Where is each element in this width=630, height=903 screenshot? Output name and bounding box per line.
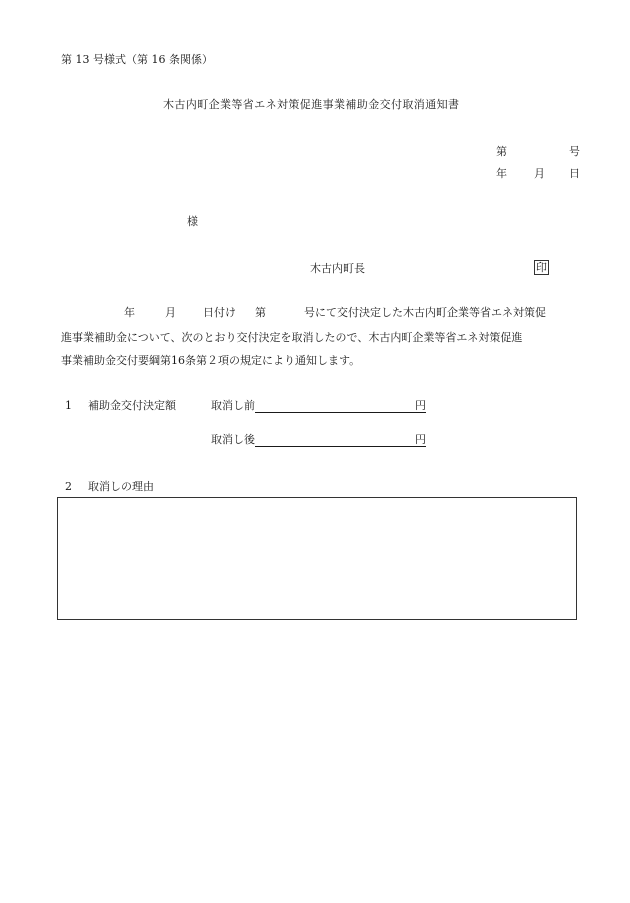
body-month: 月 <box>165 306 176 319</box>
amount-before-line <box>255 399 415 413</box>
section2-number: 2 <box>65 480 72 493</box>
body-no: 第 <box>255 306 266 319</box>
doc-number-prefix: 第 <box>496 145 507 158</box>
amount-after-label: 取消し後 <box>211 433 255 446</box>
body-year: 年 <box>124 306 135 319</box>
section1-number: 1 <box>65 399 72 412</box>
body-line3: 事業補助金交付要綱第16条第２項の規定により通知します。 <box>61 354 361 367</box>
body-line2: 進事業補助金について、次のとおり交付決定を取消したので、木古内町企業等省エネ対策促進 <box>61 331 523 344</box>
amount-after-line <box>255 433 415 447</box>
seal-mark <box>534 261 549 275</box>
date-year: 年 <box>496 167 507 180</box>
doc-number-suffix: 号 <box>569 145 580 158</box>
body-day-phrase: 日付け <box>203 306 236 319</box>
document-title: 木古内町企業等省エネ対策促進事業補助金交付取消通知書 <box>163 98 460 111</box>
amount-after-row <box>211 433 426 447</box>
amount-before-label: 取消し前 <box>211 399 255 412</box>
date-day: 日 <box>569 167 580 180</box>
seal-label: 印 <box>536 261 547 274</box>
form-number: 第 13 号様式（第 16 条関係） <box>61 53 213 66</box>
date-month: 月 <box>534 167 545 180</box>
section2-label: 取消しの理由 <box>88 480 154 493</box>
sender-name: 木古内町長 <box>310 262 365 275</box>
section1-label: 補助金交付決定額 <box>88 399 176 412</box>
recipient-suffix: 様 <box>187 215 198 228</box>
amount-before-row <box>211 399 426 413</box>
body-line1-rest: 号にて交付決定した木古内町企業等省エネ対策促 <box>304 306 546 319</box>
reason-box <box>57 497 577 620</box>
amount-before-unit: 円 <box>415 399 426 412</box>
amount-after-unit: 円 <box>415 433 426 446</box>
